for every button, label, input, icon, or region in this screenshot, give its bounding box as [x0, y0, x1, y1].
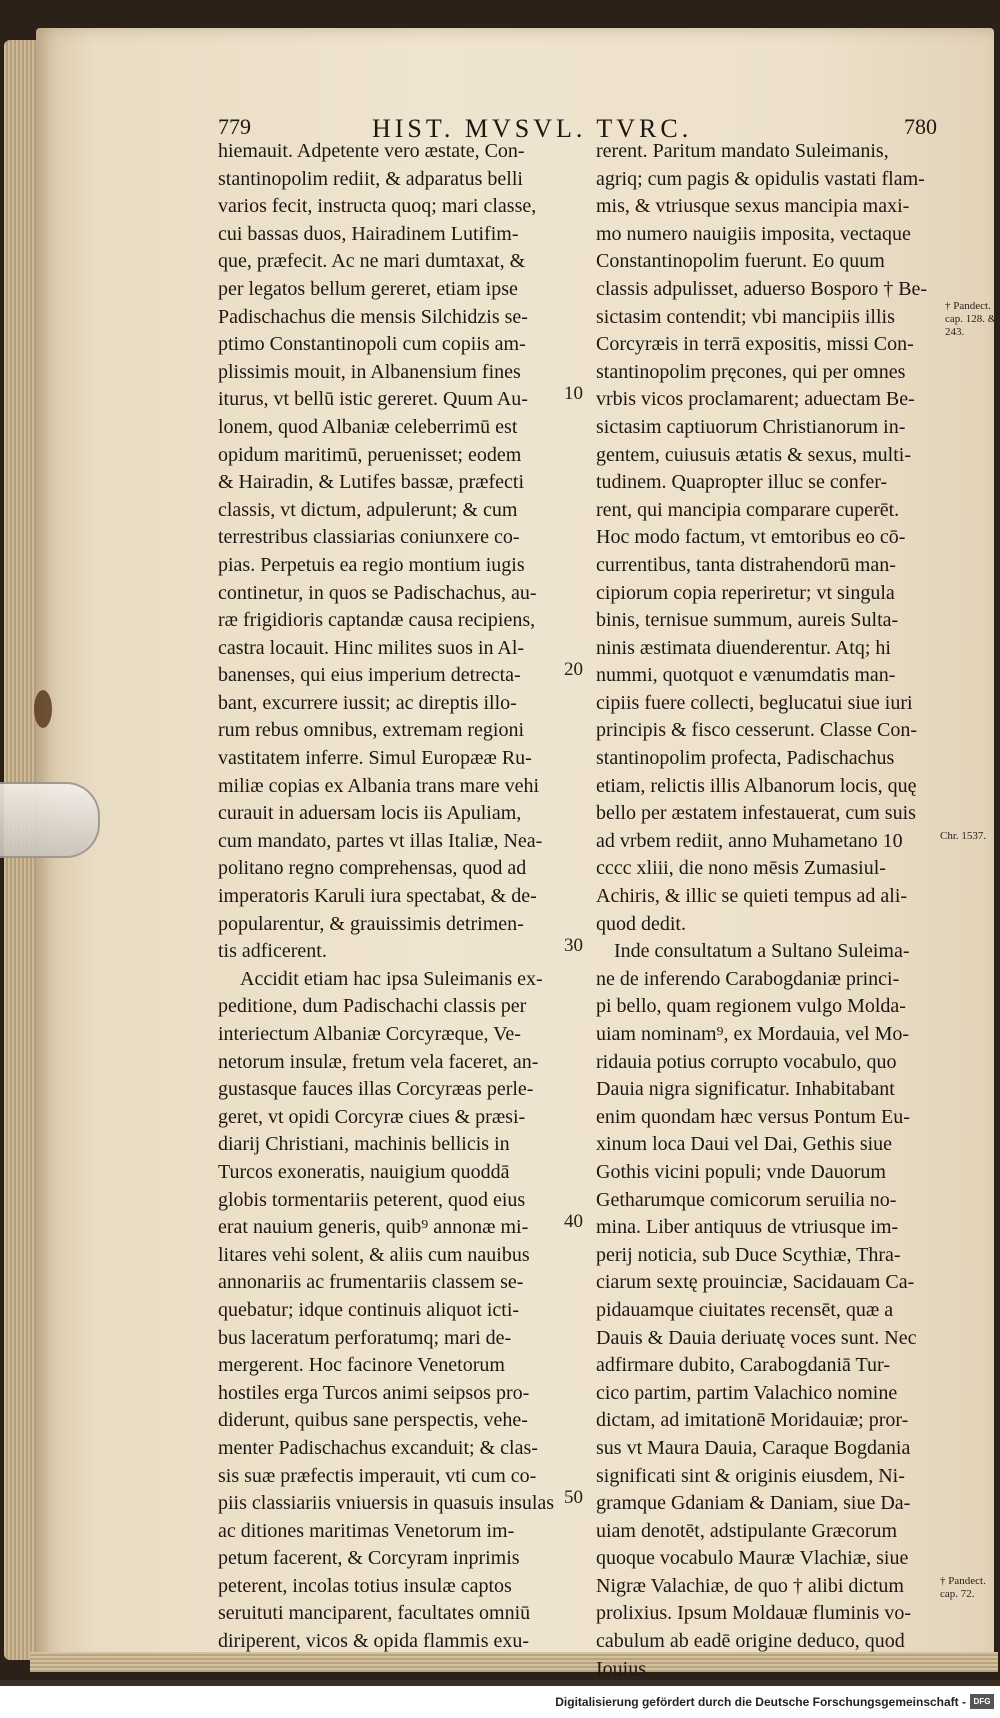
- text-line: enim quondam hæc versus Pontum Eu-: [596, 1105, 910, 1128]
- text-line: ridauia potius corrupto vocabulo, quo: [596, 1050, 897, 1073]
- text-line: prolixius. Ipsum Moldauæ fluminis vo-: [596, 1602, 911, 1625]
- text-line: nummi, quotquot e vænumdatis man-: [596, 664, 896, 687]
- text-line: rent, qui mancipia comparare cuperēt.: [596, 498, 900, 521]
- text-line: Gothis vicini populi; vnde Dauorum: [596, 1160, 886, 1183]
- stain-mark: [34, 690, 52, 728]
- dfg-logo-icon: DFG: [970, 1694, 994, 1709]
- text-line: rum rebus omnibus, extremam regioni: [218, 719, 525, 742]
- line-number-20: 20: [564, 659, 583, 680]
- text-line: ac ditiones maritimas Venetorum im-: [218, 1519, 515, 1542]
- text-line: menter Padischachus excanduit; & clas-: [218, 1436, 538, 1459]
- text-line: diarij Christiani, machinis bellicis in: [218, 1133, 510, 1156]
- digitization-footer: [0, 1686, 1000, 1718]
- text-line: opidum maritimū, peruenisset; eodem: [218, 443, 522, 466]
- text-line: ræ frigidioris captandæ causa recipiens,: [218, 609, 536, 632]
- text-line: stantinopolim profecta, Padischachus: [596, 747, 895, 770]
- margin-note-line: cap. 128. &: [945, 313, 997, 325]
- text-line: tis adficerent.: [218, 940, 327, 963]
- page-number-right: 780: [904, 114, 937, 139]
- text-line: perij noticia, sub Duce Scythiæ, Thra-: [596, 1243, 901, 1266]
- text-line: Achiris, & illic se quieti tempus ad ali-: [596, 885, 908, 908]
- text-line: que, præfecit. Ac ne mari dumtaxat, &: [218, 250, 526, 273]
- margin-note-pandect-72: [940, 1575, 986, 1601]
- text-line: binis, ternisue summum, aureis Sulta-: [596, 609, 899, 632]
- text-line: stantinopolim rediit, & adparatus belli: [218, 167, 523, 190]
- text-line: cabulum ab eadē origine deduco, quod: [596, 1630, 905, 1653]
- line-number-10: 10: [564, 383, 583, 404]
- text-line: banenses, qui eius imperium detrecta-: [218, 664, 521, 687]
- text-line: adfirmare dubito, Carabogdaniā Tur-: [596, 1354, 890, 1377]
- text-line: miliæ copias ex Albania trans mare vehi: [218, 774, 540, 797]
- text-line: ciarum sextę prouinciæ, Sacidauam Ca-: [596, 1271, 915, 1294]
- text-line: significati sint & originis eiusdem, Ni-: [596, 1464, 905, 1487]
- text-line: mina. Liber antiquus de vtriusque im-: [596, 1216, 899, 1239]
- text-line: Padischachus die mensis Silchidzis se-: [218, 305, 528, 328]
- text-line: cico partim, partim Valachico nomine: [596, 1381, 898, 1404]
- text-line: per legatos bellum gereret, etiam ipse: [218, 277, 518, 300]
- line-number-40: 40: [564, 1211, 583, 1232]
- text-line: iturus, vt bellū istic gereret. Quum Au-: [218, 388, 528, 411]
- footer-credit-text: Digitalisierung gefördert durch die Deutsche Forschungsgemeinschaft -: [555, 1695, 966, 1709]
- text-line: quoque vocabulo Mauræ Vlachiæ, siue: [596, 1547, 909, 1570]
- text-line: uiam denotēt, adstipulante Græcorum: [596, 1519, 898, 1542]
- text-line: tudinem. Quapropter illuc se confer-: [596, 471, 888, 494]
- text-line: Turcos exoneratis, nauigium quoddā: [218, 1160, 510, 1183]
- text-line: dictam, ad imitationē Moridauiæ; pror-: [596, 1409, 909, 1432]
- text-line: Dauia nigra significatur. Inhabitabant: [596, 1078, 895, 1101]
- text-line: currentibus, tanta distrahendorū man-: [596, 553, 896, 576]
- text-line: bus laceratum perforatumq; mari de-: [218, 1326, 512, 1349]
- text-line: cipiorum copia reperiretur; vt singula: [596, 581, 895, 604]
- text-line: litares vehi solent, & aliis cum nauibus: [218, 1243, 530, 1266]
- text-line: globis tormentariis peterent, quod eius: [218, 1188, 526, 1211]
- text-line: agriq; cum pagis & opidulis vastati flam-: [596, 167, 925, 190]
- text-line: hostiles erga Turcos animi seipsos pro-: [218, 1381, 530, 1404]
- text-line: lonem, quod Albaniæ celeberrimū est: [218, 415, 518, 438]
- text-line: xinum loca Daui vel Dai, Gethis siue: [596, 1133, 893, 1156]
- text-line: Accidit etiam hac ipsa Suleimanis ex-: [240, 967, 543, 990]
- text-line: ptimo Constantinopoli cum copiis am-: [218, 333, 526, 356]
- text-line: popularentur, & grauissimis detrimen-: [218, 912, 524, 935]
- text-line: erat nauium generis, quib⁹ annonæ mi-: [218, 1216, 529, 1239]
- text-line: hiemauit. Adpetente vero æstate, Con-: [218, 140, 525, 162]
- margin-note-chronology: [940, 830, 986, 843]
- text-line: sictasim contendit; vbi mancipiis illis: [596, 305, 895, 328]
- margin-note-line: † Pandect.: [945, 300, 991, 312]
- text-line: interiectum Albaniæ Corcyræque, Ve-: [218, 1023, 521, 1045]
- text-line: cum mandato, partes vt illas Italiæ, Nea-: [218, 829, 543, 852]
- text-line: mergerent. Hoc facinore Venetorum: [218, 1354, 505, 1377]
- text-line: classis, vt dictum, adpulerunt; & cum: [218, 498, 518, 521]
- text-line: bant, excurrere iussit; ac direptis illo-: [218, 691, 517, 714]
- line-number-50: 50: [564, 1487, 583, 1508]
- text-line: ne de inferendo Carabogdaniæ princi-: [596, 967, 900, 990]
- text-line: peditione, dum Padischachi classis per: [218, 995, 527, 1018]
- text-line: sictasim captiuorum Christianorum in-: [596, 415, 906, 438]
- text-line: Iouius: [596, 1657, 646, 1680]
- text-line: plissimis mouit, in Albanensium fines: [218, 360, 521, 383]
- text-line: gentem, cuiusuis ætatis & sexus, multi-: [596, 443, 911, 466]
- text-line: piis classiariis vniuersis in quasuis insulas: [218, 1492, 555, 1515]
- text-line: politano regno comprehensas, quod ad: [218, 857, 527, 880]
- text-line: curauit in aduersam locis iis Apuliam,: [218, 802, 522, 825]
- text-line: diderunt, quibus sane perspectis, vehe-: [218, 1409, 528, 1432]
- text-line: Nigræ Valachiæ, de quo † alibi dictum: [596, 1574, 904, 1597]
- text-line: vastitatem inferre. Simul Europææ Ru-: [218, 747, 532, 770]
- page-number-left: 779: [218, 114, 251, 139]
- text-line: sis suæ præfectis imperauit, vti cum co-: [218, 1464, 537, 1487]
- text-line: pias. Perpetuis ea regio montium iugis: [218, 553, 525, 576]
- text-line: ninis æstimata diuenderentur. Atq; hi: [596, 636, 891, 659]
- text-line: sus vt Maura Dauia, Caraque Bogdania: [596, 1436, 911, 1459]
- text-line: bello per æstatem infestauerat, cum suis: [596, 802, 916, 825]
- text-line: rerent. Paritum mandato Suleimanis,: [596, 140, 889, 162]
- text-line: imperatoris Karuli iura spectabat, & de-: [218, 885, 537, 908]
- text-line: peterent, incolas totius insulæ captos: [218, 1574, 512, 1597]
- text-line: geret, vt opidi Corcyræ ciues & præsi-: [218, 1105, 526, 1128]
- text-line: stantinopolim pręcones, qui per omnes: [596, 360, 906, 383]
- text-line: gramque Gdaniam & Daniam, siue Da-: [596, 1492, 911, 1515]
- text-line: continetur, in quos se Padischachus, au-: [218, 581, 537, 604]
- text-line: varios fecit, instructa quoq; mari classe,: [218, 195, 537, 218]
- text-line: terrestribus classiarias coniunxere co-: [218, 526, 520, 549]
- text-line: gustasque fauces illas Corcyræas perle-: [218, 1078, 534, 1101]
- text-line: annonariis ac frumentariis classem se-: [218, 1271, 524, 1294]
- text-line: pidauamque ciuitates recensēt, quæ a: [596, 1298, 894, 1321]
- text-line: diriperent, vicos & opida flammis exu-: [218, 1630, 530, 1653]
- left-column: [218, 138, 558, 1656]
- text-line: ad vrbem rediit, anno Muhametano 10: [596, 829, 903, 852]
- text-line: seruituti manciparent, facultates omniū: [218, 1602, 531, 1625]
- text-line: etiam, relictis illis Albanorum locis, quę: [596, 774, 917, 797]
- text-line: cipiis fuere collecti, beglucatui siue iuri: [596, 691, 913, 714]
- text-line: cui bassas duos, Hairadinem Lutifim-: [218, 222, 519, 245]
- text-line: quod dedit.: [596, 912, 686, 935]
- text-line: quebatur; idque continuis aliquot icti-: [218, 1298, 520, 1321]
- text-line: Getharumque comicorum seruilia no-: [596, 1188, 897, 1211]
- text-line: Corcyræis in terrā expositis, missi Con-: [596, 333, 914, 356]
- text-line: Inde consultatum a Sultano Suleima-: [614, 940, 910, 963]
- text-line: Dauis & Dauia deriuatę voces sunt. Nec: [596, 1326, 917, 1349]
- text-line: mo numero nauigiis imposita, vectaque: [596, 222, 911, 245]
- text-line: netorum insulæ, fretum vela faceret, an-: [218, 1050, 539, 1073]
- text-line: uiam nominam⁹, ex Mordauia, vel Mo-: [596, 1023, 910, 1045]
- text-line: petum facerent, & Corcyram inprimis: [218, 1547, 520, 1570]
- margin-note-line: 243.: [945, 326, 965, 338]
- text-line: mis, & vtriusque sexus mancipia maxi-: [596, 195, 910, 218]
- margin-note-line: Chr. 1537.: [940, 830, 987, 842]
- margin-note-pandect-128: [945, 300, 996, 339]
- text-line: Constantinopolim fuerunt. Eo quum: [596, 250, 885, 273]
- running-head: HIST. MVSVL. TVRC.: [372, 114, 693, 143]
- text-line: classis adpulisset, aduerso Bosporo † Be-: [596, 277, 928, 300]
- text-line: & Hairadin, & Lutifes bassæ, præfecti: [218, 471, 525, 494]
- margin-note-line: cap. 72.: [940, 1588, 975, 1600]
- text-line: castra locauit. Hinc milites suos in Al-: [218, 636, 525, 659]
- text-line: cccc xliii, die nono mēsis Zumasiul-: [596, 857, 886, 880]
- text-line: Hoc modo factum, vt emtoribus eo cō-: [596, 526, 906, 549]
- page-clip: [0, 782, 100, 858]
- text-line: vrbis vicos proclamarent; aduectam Be-: [596, 388, 915, 411]
- text-line: pi bello, quam regionem vulgo Molda-: [596, 995, 906, 1018]
- text-line: principis & fisco cesserunt. Classe Con-: [596, 719, 918, 742]
- margin-note-line: † Pandect.: [940, 1575, 986, 1587]
- right-column: [596, 138, 941, 1683]
- line-number-30: 30: [564, 935, 583, 956]
